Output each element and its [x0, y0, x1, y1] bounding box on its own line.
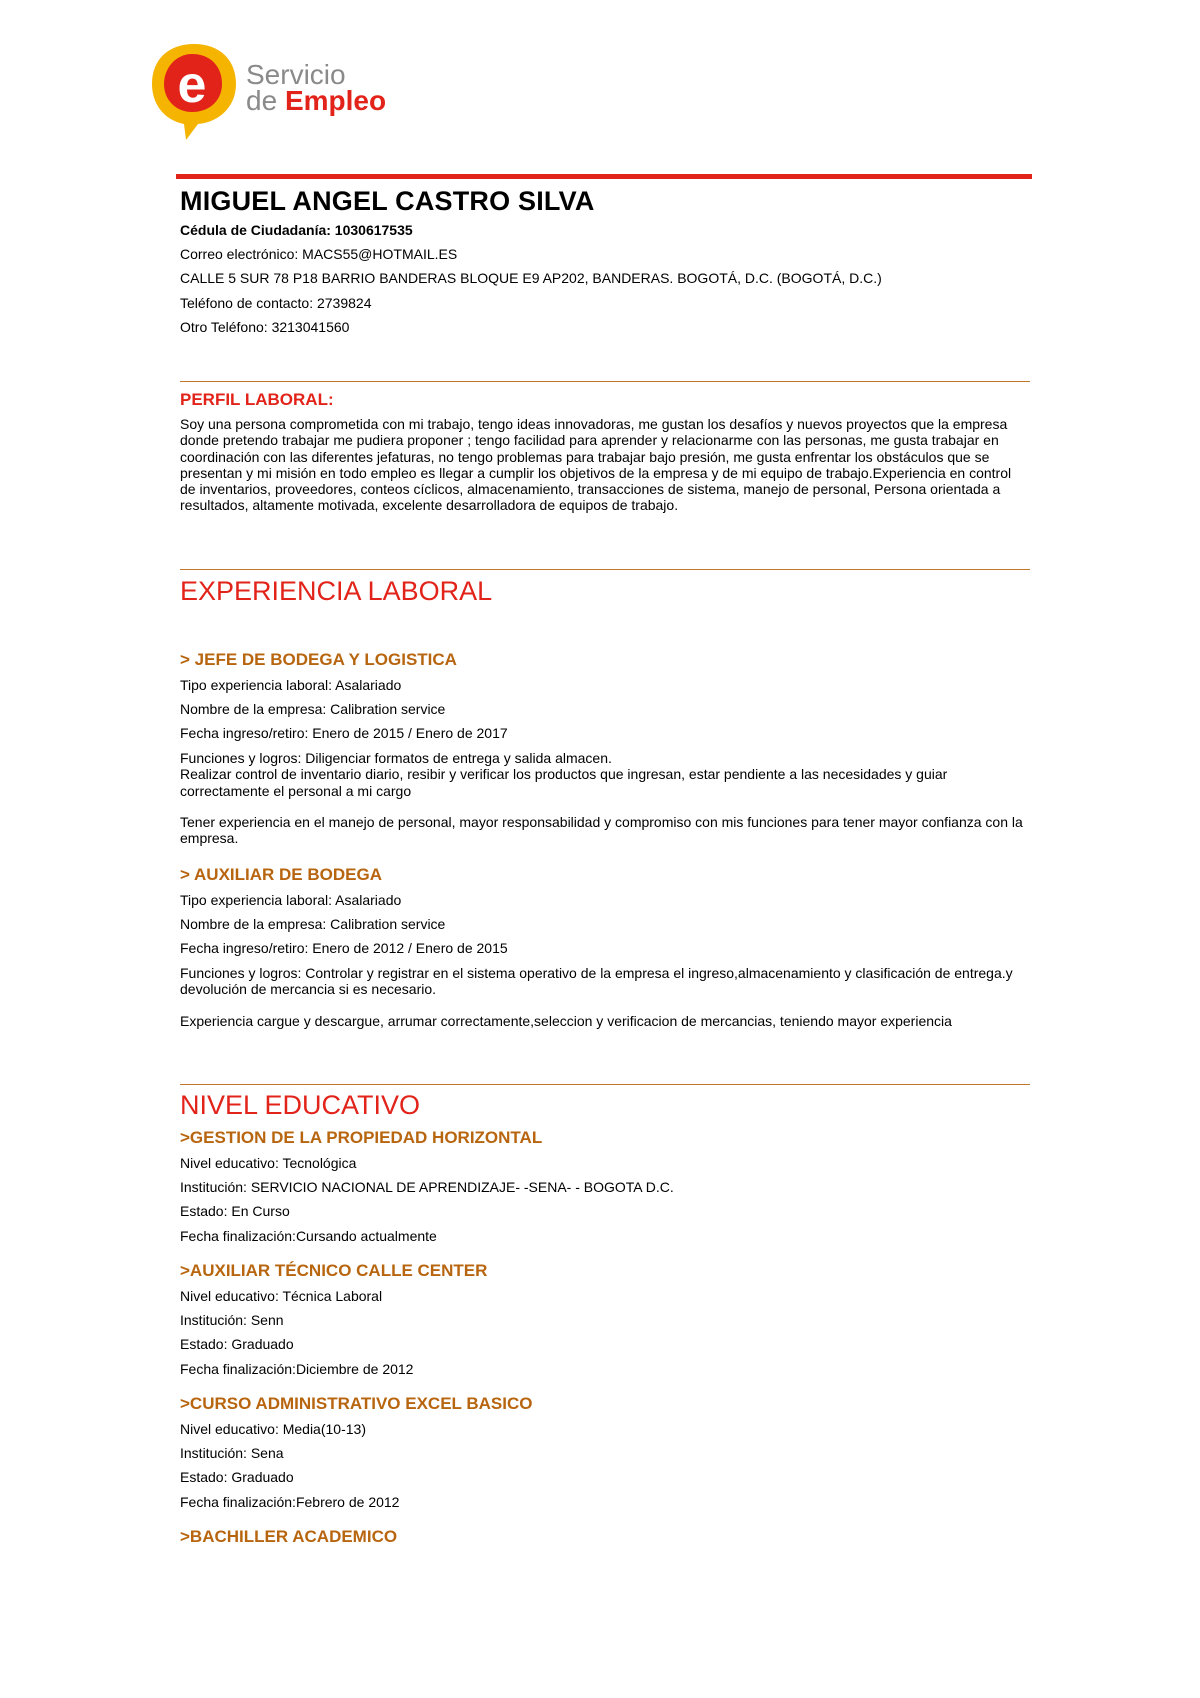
job-extra: Experiencia cargue y descargue, arrumar correctamente,seleccion y verificacion de mercancias, teniendo mayor experiencia [180, 1013, 952, 1029]
address: CALLE 5 SUR 78 P18 BARRIO BANDERAS BLOQUE E9 AP202, BANDERAS. BOGOTÁ, D.C. (BOGOTÁ, D.C.) [180, 270, 882, 286]
header-divider [176, 174, 1032, 179]
job-dates: Fecha ingreso/retiro: Enero de 2015 / Enero de 2017 [180, 725, 508, 741]
education-title: >BACHILLER ACADEMICO [180, 1527, 398, 1546]
job-title: > AUXILIAR DE BODEGA [180, 865, 382, 884]
divider [180, 1084, 1030, 1085]
experience-heading: EXPERIENCIA LABORAL [180, 576, 493, 606]
education-status: Estado: En Curso [180, 1203, 290, 1219]
education-status: Estado: Graduado [180, 1469, 294, 1485]
logo-line1: Servicio [246, 59, 346, 90]
job-extra: Tener experiencia en el manejo de personal, mayor responsabilidad y compromiso con mis funciones para tener mayor confianza con la empresa. [180, 814, 1023, 847]
phone-secondary: Otro Teléfono: 3213041560 [180, 319, 350, 335]
education-end: Fecha finalización:Diciembre de 2012 [180, 1361, 414, 1377]
job-company: Nombre de la empresa: Calibration service [180, 701, 446, 717]
divider [180, 381, 1030, 382]
education-heading: NIVEL EDUCATIVO [180, 1090, 421, 1120]
education-end: Fecha finalización:Cursando actualmente [180, 1228, 437, 1244]
education-level: Nivel educativo: Tecnológica [180, 1155, 357, 1171]
job-company: Nombre de la empresa: Calibration service [180, 916, 446, 932]
job-dates: Fecha ingreso/retiro: Enero de 2012 / Enero de 2015 [180, 940, 508, 956]
job-type: Tipo experiencia laboral: Asalariado [180, 677, 402, 693]
education-institution: Institución: SERVICIO NACIONAL DE APRENDIZAJE- -SENA- - BOGOTA D.C. [180, 1179, 674, 1195]
education-level: Nivel educativo: Técnica Laboral [180, 1288, 383, 1304]
profile-heading: PERFIL LABORAL: [180, 390, 334, 409]
speech-bubble-e-icon [148, 40, 240, 140]
svg-text:e: e [177, 56, 207, 114]
education-end: Fecha finalización:Febrero de 2012 [180, 1494, 400, 1510]
divider [180, 569, 1030, 570]
education-level: Nivel educativo: Media(10-13) [180, 1421, 366, 1437]
job-type: Tipo experiencia laboral: Asalariado [180, 892, 402, 908]
phone: Teléfono de contacto: 2739824 [180, 295, 372, 311]
education-title: >CURSO ADMINISTRATIVO EXCEL BASICO [180, 1394, 533, 1413]
education-institution: Institución: Sena [180, 1445, 284, 1461]
profile-text: Soy una persona comprometida con mi trabajo, tengo ideas innovadoras, me gustan los desafíos y nuevos proyectos que la empresa donde pretendo trabajar me pudiera proponer ; tengo facilidad para aprender y relacionarme con las personas, me gusta trabajar en coordinación con las diferentes jefaturas, no tengo problemas para trabajar bajo presión, me gusta enfrentar los obstáculos que se presentan y mi misión en todo empleo es llegar a cumplir los objetivos de la empresa y de mi equipo de trabajo.Experiencia en control de inventarios, proveedores, conteos cíclicos, almacenamiento, transacciones de sistema, manejo de personal, Persona orientada a resultados, altamente motivada, excelente desarrolladora de equipos de trabajo. [180, 416, 1012, 514]
candidate-name: MIGUEL ANGEL CASTRO SILVA [180, 186, 595, 216]
education-status: Estado: Graduado [180, 1336, 294, 1352]
job-title: > JEFE DE BODEGA Y LOGISTICA [180, 650, 457, 669]
email: Correo electrónico: MACS55@HOTMAIL.ES [180, 246, 458, 262]
logo-wordmark [246, 59, 387, 116]
education-institution: Institución: Senn [180, 1312, 284, 1328]
servicio-de-empleo-logo [148, 40, 408, 140]
education-title: >AUXILIAR TÉCNICO CALLE CENTER [180, 1261, 488, 1280]
id-number: Cédula de Ciudadanía: 1030617535 [180, 222, 413, 238]
logo-line2: de Empleo [246, 85, 387, 116]
job-functions: Funciones y logros: Controlar y registrar en el sistema operativo de la empresa el ingreso,almacenamiento y clasificación de entrega.y devolución de mercancia si es necesario. [180, 965, 1013, 998]
education-title: >GESTION DE LA PROPIEDAD HORIZONTAL [180, 1128, 543, 1147]
job-functions: Funciones y logros: Diligenciar formatos de entrega y salida almacen. Realizar control de inventario diario, resibir y verificar los productos que ingresan, estar pendiente a las necesidades y guiar correctamente el personal a mi cargo [180, 750, 948, 799]
